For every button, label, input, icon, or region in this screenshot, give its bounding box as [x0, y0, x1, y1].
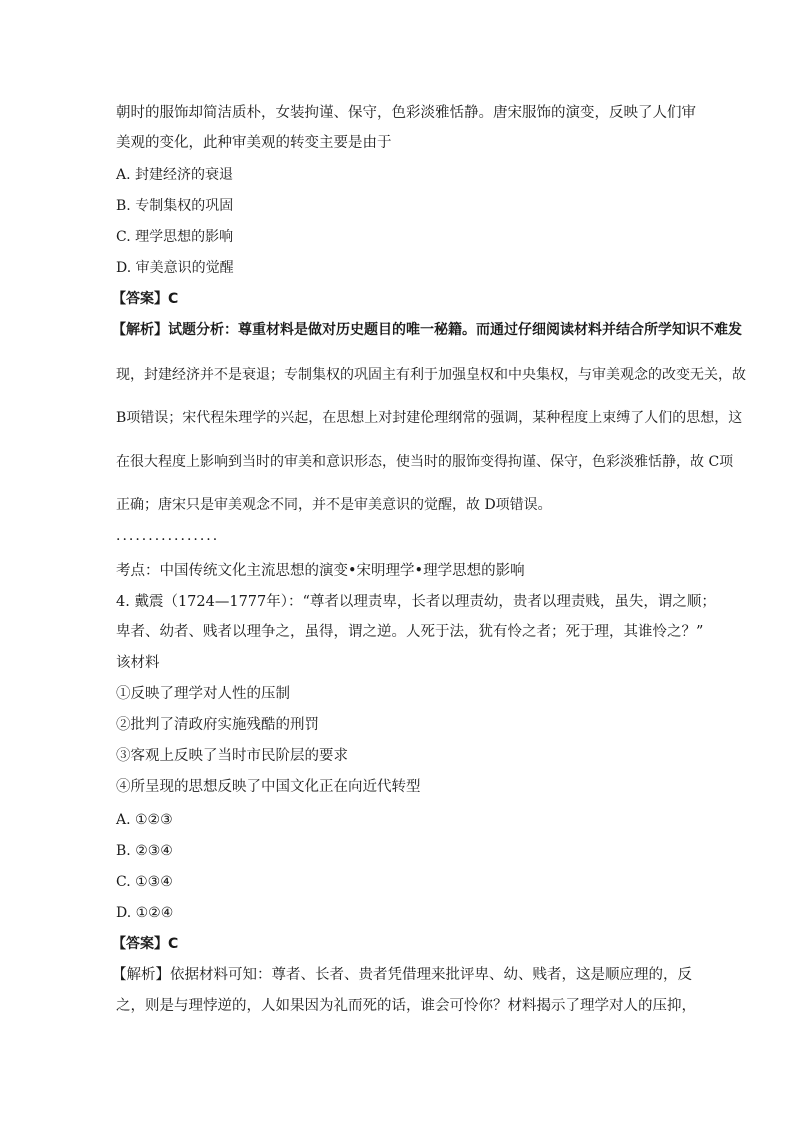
q3-analysis-line-5: 正确；唐宋只是审美观念不同，并不是审美意识的觉醒，故 D项错误。 [116, 497, 552, 513]
q4-option-d: D. ①②④ [116, 905, 174, 921]
q4-statement-2: ②批判了清政府实施残酷的刑罚 [116, 717, 319, 733]
q3-stem-line-1: 朝时的服饰却简洁质朴，女装拘谨、保守，色彩淡雅恬静。唐宋服饰的演变，反映了人们审 [116, 105, 696, 121]
q3-analysis-line-1: 【解析】试题分析：尊重材料是做对历史题目的唯一秘籍。而通过仔细阅读材料并结合所学知识不难发 [112, 322, 742, 338]
q4-answer: 【答案】C [112, 936, 179, 952]
q3-option-a: A. 封建经济的衰退 [116, 167, 234, 183]
q3-analysis-line-3: B项错误；宋代程朱理学的兴起，在思想上对封建伦理纲常的强调，某种程度上束缚了人们的思想，这 [116, 410, 743, 426]
q4-analysis-line-2: 之，则是与理悖逆的，人如果因为礼而死的话，谁会可怜你？材料揭示了理学对人的压抑， [116, 998, 696, 1014]
q4-statement-3: ③客观上反映了当时市民阶层的要求 [116, 748, 348, 764]
q4-statement-1: ①反映了理学对人性的压制 [116, 686, 290, 702]
q4-option-b: B. ②③④ [116, 843, 173, 859]
q3-option-b: B. 专制集权的巩固 [116, 198, 234, 214]
q4-stem-line-3: 该材料 [116, 655, 160, 671]
q3-analysis-line-4: 在很大程度上影响到当时的审美和意识形态，使当时的服饰变得拘谨、保守，色彩淡雅恬静，故 C项 [116, 454, 734, 470]
q3-dots-separator: ················ [116, 532, 220, 548]
q4-stem-line-1: 4. 戴震（1724—1777年）：“尊者以理责卑，长者以理责幼，贵者以理责贱，虽失，谓之顺； [116, 594, 716, 610]
q4-analysis-line-1: 【解析】依据材料可知：尊者、长者、贵者凭借理来批评卑、幼、贱者，这是顺应理的，反 [112, 967, 692, 983]
q4-option-c: C. ①③④ [116, 874, 173, 890]
q4-stem-line-2: 卑者、幼者、贱者以理争之，虽得，谓之逆。人死于法，犹有怜之者；死于理，其谁怜之？” [116, 624, 704, 640]
q4-option-a: A. ①②③ [116, 812, 173, 828]
q3-answer: 【答案】C [112, 291, 179, 307]
q3-analysis-line-2: 现，封建经济并不是衰退；专制集权的巩固主有利于加强皇权和中央集权，与审美观念的改变无关，故 [116, 367, 746, 383]
q3-stem-line-2: 美观的变化，此种审美观的转变主要是由于 [116, 135, 392, 151]
q3-option-c: C. 理学思想的影响 [116, 229, 234, 245]
q4-statement-4: ④所呈现的思想反映了中国文化正在向近代转型 [116, 779, 421, 795]
q3-option-d: D. 审美意识的觉醒 [116, 260, 234, 276]
q3-kaodian: 考点：中国传统文化主流思想的演变•宋明理学•理学思想的影响 [116, 563, 525, 579]
